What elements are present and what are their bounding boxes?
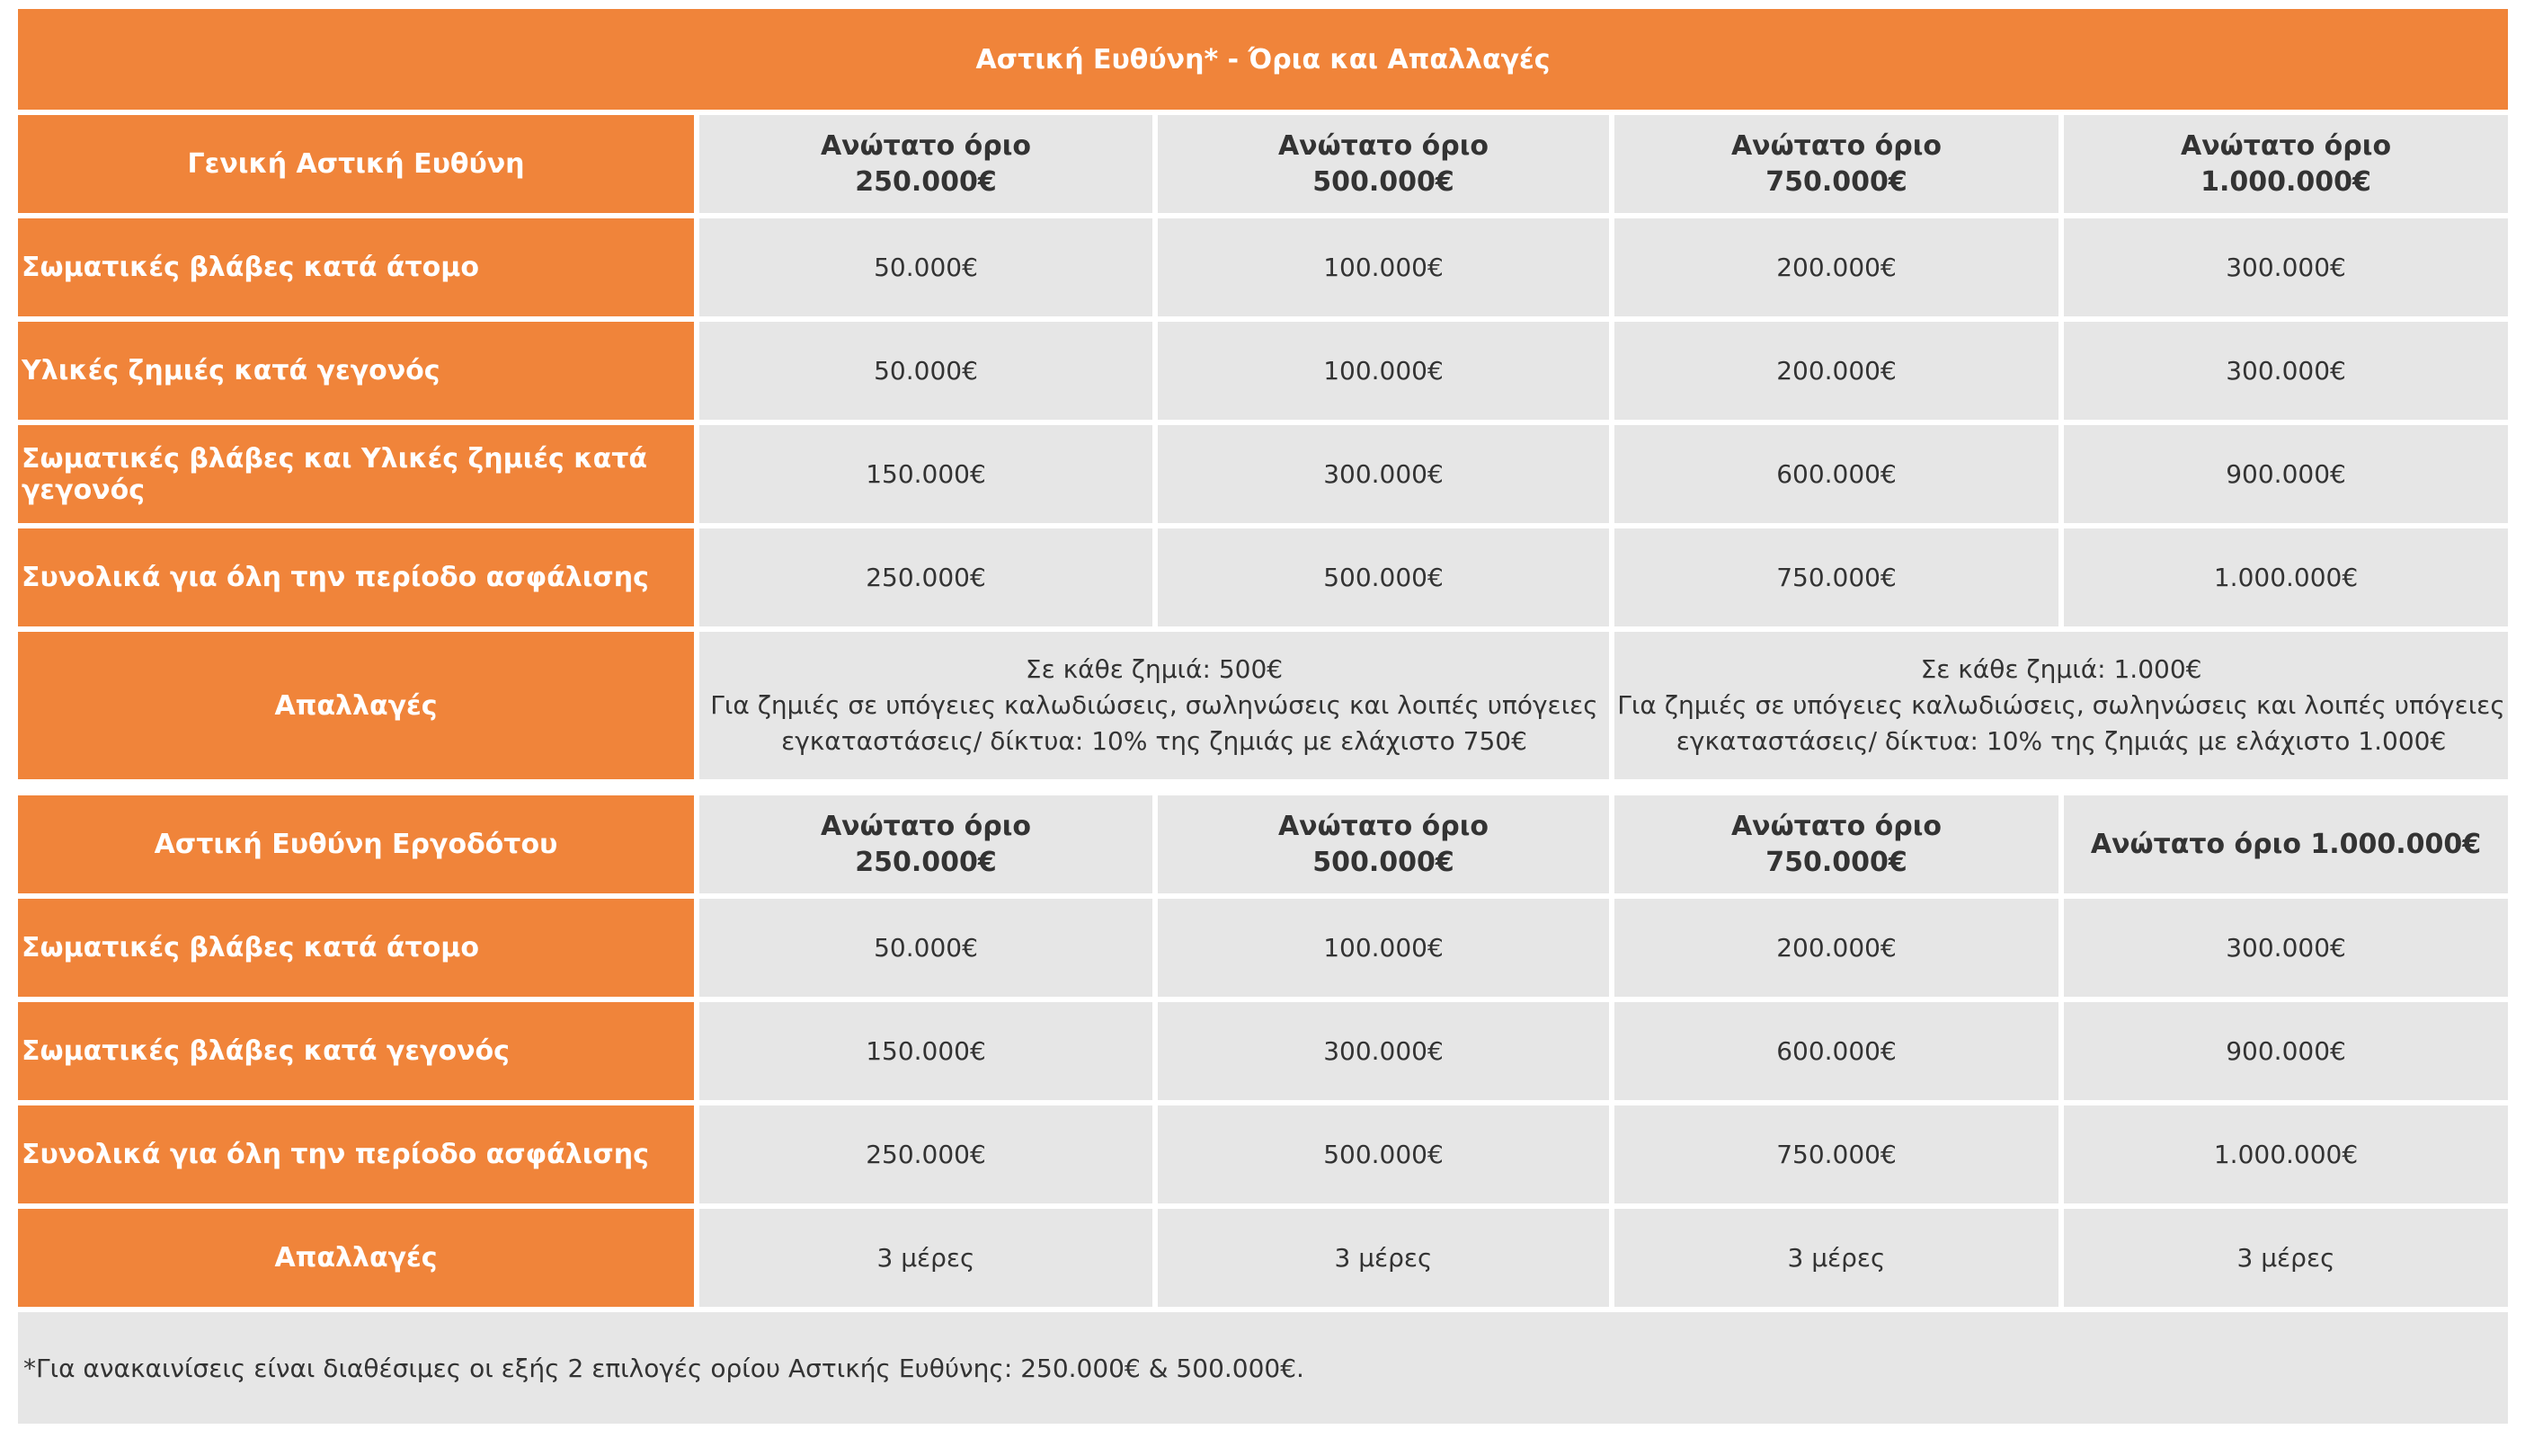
row-label: Σωματικές βλάβες κατά άτομο [18, 218, 699, 322]
table-cell: 100.000€ [1158, 322, 1614, 425]
table-cell: 100.000€ [1158, 899, 1614, 1002]
table-row [18, 218, 2508, 322]
divider-line [18, 785, 2508, 795]
table-row [18, 528, 2508, 632]
footnote-row [18, 1312, 2508, 1424]
employer-limit-header: Ανώτατο όριο 500.000€ [1158, 795, 1614, 899]
liability-table-container [18, 9, 2508, 1424]
table-cell: 750.000€ [1614, 1105, 2064, 1209]
employer-header-row [18, 795, 2508, 899]
liability-table [18, 9, 2508, 1424]
table-cell: 3 μέρες [699, 1209, 1158, 1312]
employer-limit-header: Ανώτατο όριο 1.000.000€ [2064, 795, 2508, 899]
table-row [18, 425, 2508, 528]
table-cell: 1.000.000€ [2064, 1105, 2508, 1209]
row-label: Σωματικές βλάβες και Υλικές ζημιές κατά γεγονός [18, 425, 699, 528]
table-cell: 500.000€ [1158, 528, 1614, 632]
table-cell: 750.000€ [1614, 528, 2064, 632]
table-row [18, 322, 2508, 425]
general-limit-header: Ανώτατο όριο 500.000€ [1158, 115, 1614, 218]
table-cell: 1.000.000€ [2064, 528, 2508, 632]
table-cell: 3 μέρες [2064, 1209, 2508, 1312]
table-cell: 600.000€ [1614, 1002, 2064, 1105]
table-cell: 250.000€ [699, 1105, 1158, 1209]
table-row [18, 1105, 2508, 1209]
table-cell: 150.000€ [699, 425, 1158, 528]
table-row [18, 899, 2508, 1002]
deductibles-label: Απαλλαγές [18, 1209, 699, 1312]
deductible-group: Σε κάθε ζημιά: 1.000€ Για ζημιές σε υπόγειες καλωδιώσεις, σωληνώσεις και λοιπές υπόγειες εγκαταστάσεις/ δίκτυα: 10% της ζημιάς με ελάχιστο 1.000€ [1614, 632, 2508, 785]
employer-deductibles-row [18, 1209, 2508, 1312]
employer-limit-header: Ανώτατο όριο 250.000€ [699, 795, 1158, 899]
row-label: Συνολικά για όλη την περίοδο ασφάλισης [18, 528, 699, 632]
table-cell: 900.000€ [2064, 1002, 2508, 1105]
table-cell: 200.000€ [1614, 322, 2064, 425]
table-row [18, 1002, 2508, 1105]
general-limit-header: Ανώτατο όριο 250.000€ [699, 115, 1158, 218]
deductibles-label: Απαλλαγές [18, 632, 699, 785]
row-label: Σωματικές βλάβες κατά άτομο [18, 899, 699, 1002]
deductible-group: Σε κάθε ζημιά: 500€ Για ζημιές σε υπόγειες καλωδιώσεις, σωληνώσεις και λοιπές υπόγειες εγκαταστάσεις/ δίκτυα: 10% της ζημιάς με ελάχιστο 750€ [699, 632, 1614, 785]
title-row [18, 9, 2508, 115]
employer-limit-header: Ανώτατο όριο 750.000€ [1614, 795, 2064, 899]
employer-section-label: Αστική Ευθύνη Εργοδότου [18, 795, 699, 899]
section-divider [18, 785, 2508, 795]
general-header-row [18, 115, 2508, 218]
table-cell: 50.000€ [699, 218, 1158, 322]
row-label: Συνολικά για όλη την περίοδο ασφάλισης [18, 1105, 699, 1209]
table-cell: 200.000€ [1614, 218, 2064, 322]
general-section-label: Γενική Αστική Ευθύνη [18, 115, 699, 218]
table-cell: 100.000€ [1158, 218, 1614, 322]
table-cell: 300.000€ [2064, 899, 2508, 1002]
table-cell: 300.000€ [2064, 322, 2508, 425]
general-deductibles-row [18, 632, 2508, 785]
general-limit-header: Ανώτατο όριο 1.000.000€ [2064, 115, 2508, 218]
general-limit-header: Ανώτατο όριο 750.000€ [1614, 115, 2064, 218]
table-cell: 50.000€ [699, 899, 1158, 1002]
table-cell: 600.000€ [1614, 425, 2064, 528]
table-cell: 300.000€ [1158, 1002, 1614, 1105]
row-label: Σωματικές βλάβες κατά γεγονός [18, 1002, 699, 1105]
table-cell: 3 μέρες [1158, 1209, 1614, 1312]
table-cell: 3 μέρες [1614, 1209, 2064, 1312]
table-cell: 200.000€ [1614, 899, 2064, 1002]
table-cell: 150.000€ [699, 1002, 1158, 1105]
table-cell: 900.000€ [2064, 425, 2508, 528]
table-cell: 500.000€ [1158, 1105, 1614, 1209]
table-cell: 300.000€ [1158, 425, 1614, 528]
footnote: *Για ανακαινίσεις είναι διαθέσιμες οι εξής 2 επιλογές ορίου Αστικής Ευθύνης: 250.000€ & 500.000€. [18, 1312, 2508, 1424]
table-title: Αστική Ευθύνη* - Όρια και Απαλλαγές [18, 9, 2508, 115]
table-cell: 50.000€ [699, 322, 1158, 425]
row-label: Υλικές ζημιές κατά γεγονός [18, 322, 699, 425]
table-cell: 300.000€ [2064, 218, 2508, 322]
table-cell: 250.000€ [699, 528, 1158, 632]
